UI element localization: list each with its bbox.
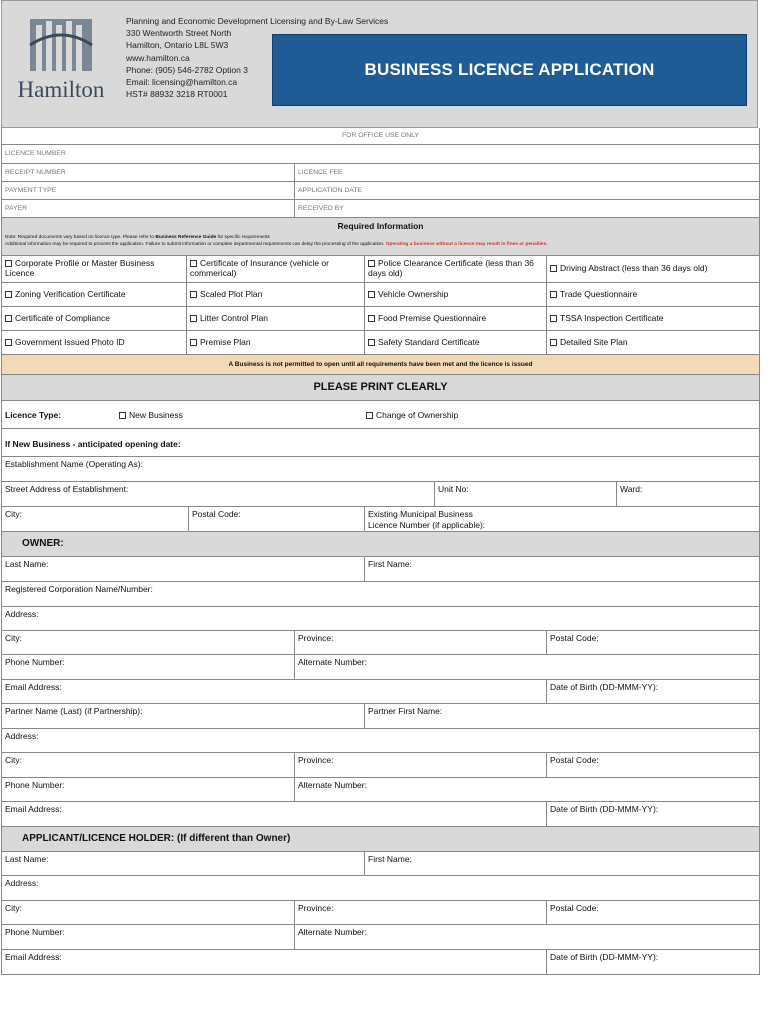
street-address-field[interactable]: Street Address of Establishment:: [5, 484, 129, 494]
application-form: [1, 128, 760, 975]
required-doc-item[interactable]: Zoning Verification Certificate: [2, 283, 186, 306]
partner-alternate-field[interactable]: Alternate Number:: [294, 778, 759, 801]
required-note: Note: Required documents vary based on licence type. Please refer to Business Reference Guide for specific requirements: [5, 235, 270, 240]
receipt-number-field[interactable]: RECEIPT NUMBER: [5, 169, 66, 176]
required-docs-row: [2, 307, 759, 331]
owner-alternate-field[interactable]: Alternate Number:: [294, 655, 759, 679]
applicant-heading: APPLICANT/LICENCE HOLDER: (If different than Owner): [22, 833, 291, 844]
office-use-heading: FOR OFFICE USE ONLY: [342, 132, 419, 139]
applicant-postal-code-field[interactable]: Postal Code:: [546, 901, 759, 924]
reference-guide-link[interactable]: Business Reference Guide: [155, 235, 217, 240]
street-address-row: [2, 482, 759, 507]
owner-name-row: [2, 557, 759, 582]
required-doc-item[interactable]: Scaled Plot Plan: [186, 283, 364, 306]
hamilton-logo: [6, 15, 116, 115]
establishment-name-field[interactable]: Establishment Name (Operating As):: [5, 459, 143, 469]
required-doc-item[interactable]: Litter Control Plan: [186, 307, 364, 330]
licence-type-row: [2, 401, 759, 429]
address-line: Phone: (905) 546-2782 Option 3: [126, 64, 248, 75]
checkbox-icon[interactable]: [550, 291, 557, 298]
owner-section: [2, 532, 759, 557]
checkbox-icon[interactable]: [190, 291, 197, 298]
required-doc-item[interactable]: Vehicle Ownership: [364, 283, 546, 306]
required-doc-item[interactable]: Corporate Profile or Master Business Licence: [5, 258, 155, 278]
opening-date-field[interactable]: If New Business - anticipated opening date:: [5, 439, 181, 449]
owner-address-row: [2, 607, 759, 631]
applicant-province-field[interactable]: Province:: [294, 901, 546, 924]
applicant-alternate-field[interactable]: Alternate Number:: [294, 925, 759, 949]
unit-no-field[interactable]: Unit No:: [434, 482, 616, 506]
required-doc-item[interactable]: Trade Questionnaire: [546, 283, 759, 306]
application-date-field[interactable]: APPLICATION DATE: [294, 182, 759, 199]
checkbox-icon[interactable]: [5, 315, 12, 322]
opening-date-row: [2, 429, 759, 457]
required-note-2: Additional information may be required to process the application. Failure to submit information or complete departmental requirements can delay the processing of the application. Operating a business without a licence may result in fines or penalties.: [5, 242, 548, 247]
city-field[interactable]: City:: [5, 509, 22, 519]
checkbox-icon[interactable]: [366, 412, 373, 419]
required-docs-row: [2, 283, 759, 307]
required-doc-item[interactable]: TSSA Inspection Certificate: [546, 307, 759, 330]
applicant-city-field[interactable]: City:: [5, 903, 22, 913]
address-line: HST# 88932 3218 RT0001: [126, 89, 228, 100]
existing-licence-field[interactable]: Existing Municipal Business Licence Number (if applicable):: [364, 507, 499, 531]
applicant-phone-row: [2, 925, 759, 950]
payer-field[interactable]: PAYER: [5, 205, 28, 212]
ward-field[interactable]: Ward:: [616, 482, 759, 506]
partner-dob-field[interactable]: Date of Birth (DD-MMM-YY):: [546, 802, 759, 826]
checkbox-icon[interactable]: [190, 339, 197, 346]
checkbox-icon[interactable]: [5, 291, 12, 298]
partner-email-field[interactable]: Email Address:: [5, 804, 62, 814]
partner-row: [2, 704, 759, 729]
licence-fee-field[interactable]: LICENCE FEE: [294, 164, 759, 181]
required-info-heading: Required Information: [337, 221, 424, 231]
owner-last-name-field[interactable]: Last Name:: [5, 559, 49, 569]
required-doc-item[interactable]: Driving Abstract (less than 36 days old): [546, 256, 759, 282]
office-row: [2, 164, 759, 182]
required-docs-row: [2, 331, 759, 355]
applicant-phone-field[interactable]: Phone Number:: [5, 927, 65, 937]
required-doc-item[interactable]: Detailed Site Plan: [546, 331, 759, 354]
owner-heading: OWNER:: [22, 538, 64, 549]
waterfall-emblem-icon: [6, 15, 116, 75]
address-line: 330 Wentworth Street North: [126, 28, 232, 39]
checkbox-icon[interactable]: [368, 260, 375, 267]
owner-phone-field[interactable]: Phone Number:: [5, 657, 65, 667]
form-header: [1, 0, 758, 128]
establishment-name-row: [2, 457, 759, 482]
applicant-name-row: [2, 852, 759, 876]
partner-city-field[interactable]: City:: [5, 755, 22, 765]
required-doc-item[interactable]: Premise Plan: [186, 331, 364, 354]
checkbox-icon[interactable]: [5, 260, 12, 267]
checkbox-icon[interactable]: [550, 315, 557, 322]
applicant-address-field[interactable]: Address:: [5, 878, 39, 888]
payment-type-field[interactable]: PAYMENT TYPE: [5, 187, 57, 194]
owner-phone-row: [2, 655, 759, 680]
checkbox-icon[interactable]: [368, 315, 375, 322]
received-by-field[interactable]: RECEIVED BY: [294, 200, 759, 217]
office-use-heading-row: [2, 128, 759, 145]
required-docs-row: [2, 256, 759, 283]
owner-province-field[interactable]: Province:: [294, 631, 546, 654]
partner-postal-code-field[interactable]: Postal Code:: [546, 753, 759, 777]
change-ownership-option[interactable]: Change of Ownership: [366, 410, 458, 420]
address-line[interactable]: www.hamilton.ca: [126, 52, 190, 63]
checkbox-icon[interactable]: [5, 339, 12, 346]
licence-type-label: Licence Type:: [5, 410, 62, 420]
owner-first-name-field[interactable]: First Name:: [364, 557, 759, 581]
opening-warning-banner: A Business is not permitted to open until all requirements have been met and the licence is issued: [2, 355, 759, 375]
owner-email-row: [2, 680, 759, 704]
partner-first-name-field[interactable]: Partner First Name:: [364, 704, 759, 728]
partner-address-row: [2, 729, 759, 753]
applicant-email-field[interactable]: Email Address:: [5, 952, 62, 962]
applicant-last-name-field[interactable]: Last Name:: [5, 854, 49, 864]
owner-city-row: [2, 631, 759, 655]
new-business-option[interactable]: New Business: [119, 410, 183, 420]
partner-phone-row: [2, 778, 759, 802]
required-doc-item[interactable]: Certificate of Compliance: [2, 307, 186, 330]
licence-number-field[interactable]: LICENCE NUMBER: [5, 150, 66, 157]
partner-city-row: [2, 753, 759, 778]
owner-city-field[interactable]: City:: [5, 633, 22, 643]
required-doc-item[interactable]: Safety Standard Certificate: [364, 331, 546, 354]
required-doc-item[interactable]: Food Premise Questionnaire: [364, 307, 546, 330]
partner-email-row: [2, 802, 759, 827]
address-line: Planning and Economic Development Licensing and By-Law Services: [126, 16, 389, 26]
page-title: BUSINESS LICENCE APPLICATION: [364, 60, 655, 79]
partner-phone-field[interactable]: Phone Number:: [5, 780, 65, 790]
office-row: [2, 200, 759, 218]
owner-postal-code-field[interactable]: Postal Code:: [546, 631, 759, 654]
title-banner: [272, 34, 747, 106]
checkbox-icon[interactable]: [190, 260, 197, 267]
applicant-city-row: [2, 901, 759, 925]
postal-code-field[interactable]: Postal Code:: [188, 507, 364, 531]
registered-corporation-field[interactable]: Registered Corporation Name/Number:: [5, 584, 153, 594]
corp-row: [2, 582, 759, 607]
partner-last-name-field[interactable]: Partner Name (Last) (if Partnership):: [5, 706, 143, 716]
owner-email-field[interactable]: Email Address:: [5, 682, 62, 692]
owner-address-field[interactable]: Address:: [5, 609, 39, 619]
address-line: Hamilton, Ontario L8L 5W3: [126, 40, 229, 51]
city-row: [2, 507, 759, 532]
required-info-section: [2, 218, 759, 256]
owner-dob-field[interactable]: Date of Birth (DD-MMM-YY):: [546, 680, 759, 703]
print-clearly-heading: PLEASE PRINT CLEARLY: [2, 375, 759, 401]
applicant-dob-field[interactable]: Date of Birth (DD-MMM-YY):: [546, 950, 759, 974]
partner-province-field[interactable]: Province:: [294, 753, 546, 777]
partner-address-field[interactable]: Address:: [5, 731, 39, 741]
applicant-address-row: [2, 876, 759, 901]
office-row: [2, 145, 759, 164]
checkbox-icon[interactable]: [550, 339, 557, 346]
logo-wordmark: Hamilton: [17, 77, 105, 102]
fines-warning: Operating a business without a licence may result in fines or penalties.: [385, 242, 548, 247]
checkbox-icon[interactable]: [119, 412, 126, 419]
address-line[interactable]: Email: licensing@hamilton.ca: [126, 77, 238, 88]
checkbox-icon[interactable]: [190, 315, 197, 322]
checkbox-icon[interactable]: [550, 265, 557, 272]
applicant-first-name-field[interactable]: First Name:: [364, 852, 759, 875]
required-doc-item[interactable]: Government Issued Photo ID: [2, 331, 186, 354]
office-row: [2, 182, 759, 200]
checkbox-icon[interactable]: [368, 291, 375, 298]
required-doc-item[interactable]: Police Clearance Certificate (less than 36 days old): [364, 256, 546, 282]
required-doc-item[interactable]: Certificate of Insurance (vehicle or commerical): [186, 256, 364, 282]
checkbox-icon[interactable]: [368, 339, 375, 346]
applicant-section: [2, 827, 759, 852]
applicant-email-row: [2, 950, 759, 975]
